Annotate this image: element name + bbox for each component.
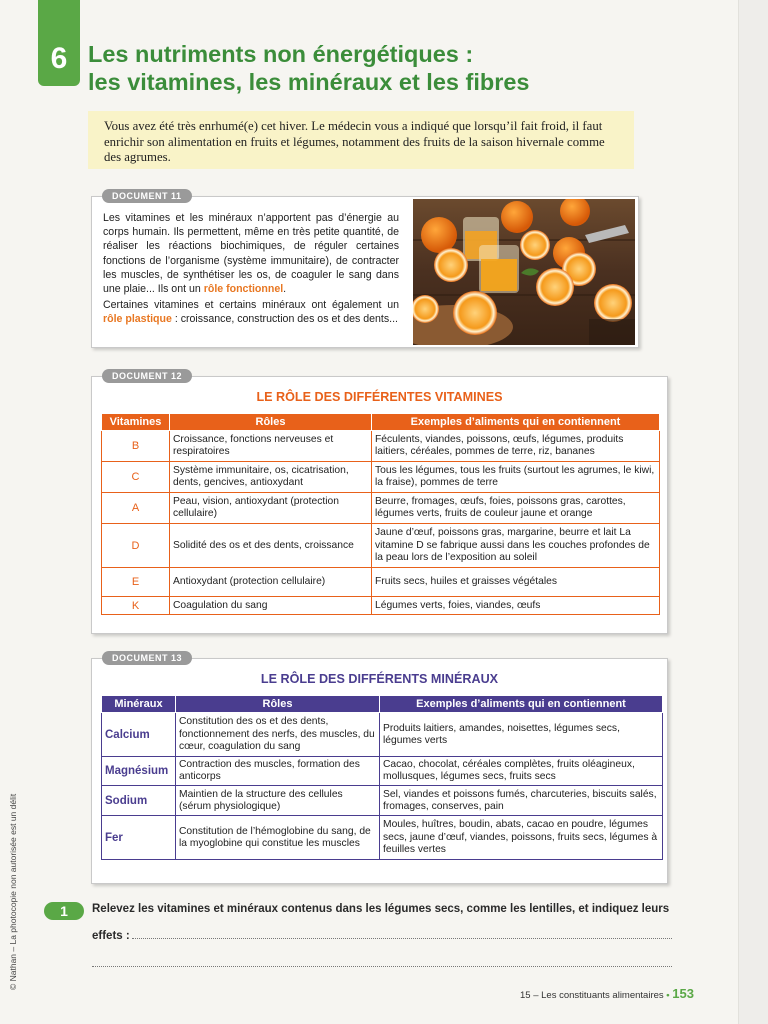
intro-box: Vous avez été très enrhumé(e) cet hiver. Le médecin vous a indiqué que lorsqu’il fait froid, il faut enrichir son alimentation en fruits et légumes, notamment des fruits de la saison hivernale comme des agrumes. (88, 111, 634, 169)
vitamin-foods: Tous les légumes, tous les fruits (surtout les agrumes, le kiwi, la fraise), pommes de terre (372, 462, 660, 493)
vitamin-name: A (102, 493, 170, 524)
p2-start: Certaines vitamines et certains minéraux ont également un (103, 299, 399, 312)
document-13-tag: DOCUMENT 13 (102, 651, 192, 665)
copyright-note: © Nathan – La photocopie non autorisée est un délit (8, 793, 18, 990)
table-row (102, 568, 660, 597)
vitamin-name: B (102, 431, 170, 462)
mineral-role: Constitution de l’hémoglobine du sang, de la myoglobine qui constitue les muscles (176, 816, 380, 860)
document-11-paragraph-1 (103, 211, 399, 296)
highlight-role-fonctionnel: rôle fonctionnel (203, 283, 284, 296)
p1-start: Les vitamines et les minéraux n’apportent pas d’énergie au corps humain. Ils permettent, même en très petite quantité, de réaliser les réactions biochimiques, de réguler certaines fonctions de l’organisme (système immunitaire), de contracter les muscles, de synthétiser les os, de coaguler le sang dans une plaie... Ils ont un (103, 212, 399, 296)
mineral-foods: Cacao, chocolat, céréales complètes, fruits oléagineux, mollusques, légumes secs, fruits secs (380, 757, 663, 786)
vitamin-role: Antioxydant (protection cellulaire) (170, 568, 372, 597)
table-row (102, 524, 660, 568)
minerals-table-title: LE RÔLE DES DIFFÉRENTS MINÉRAUX (260, 672, 499, 686)
document-11-text (103, 211, 399, 329)
chapter-number: 6 (50, 42, 68, 75)
table-row (102, 493, 660, 524)
exercise-prompt: Relevez les vitamines et minéraux contenus dans les légumes secs, comme les lentilles, et indiquez leurs (92, 903, 670, 915)
vitamin-name: K (102, 597, 170, 615)
answer-line-1[interactable] (132, 938, 672, 939)
mineral-name: Sodium (102, 786, 176, 816)
page-title (88, 40, 708, 96)
minerals-table (101, 695, 663, 860)
page-footer (520, 986, 694, 1001)
header-exemples: Exemples d’aliments qui en contiennent (372, 414, 660, 431)
table-row (102, 597, 660, 615)
table-row (102, 786, 663, 816)
title-line-2: les vitamines, les minéraux et les fibres (88, 69, 530, 95)
header-exemples: Exemples d’aliments qui en contiennent (380, 696, 663, 713)
document-13 (91, 653, 668, 884)
vitamins-table (101, 413, 660, 615)
vitamin-name: D (102, 524, 170, 568)
vitamin-role: Peau, vision, antioxydant (protection cellulaire) (170, 493, 372, 524)
header-mineraux: Minéraux (102, 696, 176, 713)
header-vitamines: Vitamines (102, 414, 170, 431)
vitamins-table-title: LE RÔLE DES DIFFÉRENTES VITAMINES (256, 390, 503, 404)
mineral-name: Magnésium (102, 757, 176, 786)
mineral-foods: Sel, viandes et poissons fumés, charcuteries, biscuits salés, fromages, conserves, pain (380, 786, 663, 816)
p2-end: : croissance, construction des os et des dents... (171, 313, 398, 326)
footer-bullet: • (666, 990, 670, 1001)
vitamin-name: C (102, 462, 170, 493)
minerals-table-header (102, 696, 663, 713)
document-11 (91, 191, 639, 348)
document-12-tag: DOCUMENT 12 (102, 369, 192, 383)
vitamin-foods: Fruits secs, huiles et graisses végétales (372, 568, 660, 597)
vitamin-foods: Jaune d’œuf, poissons gras, margarine, beurre et lait La vitamine D se fabrique aussi dans les couches profondes de la peau lors de l’exposition au soleil (372, 524, 660, 568)
header-roles: Rôles (170, 414, 372, 431)
document-11-tag: DOCUMENT 11 (102, 189, 192, 203)
chapter-number-tab (38, 0, 80, 86)
exercise-effets-label: effets : (92, 930, 130, 942)
page-number: 153 (672, 986, 694, 1001)
mineral-foods: Moules, huîtres, boudin, abats, cacao en poudre, légumes secs, jaune d’œuf, viandes, poissons, fruits secs, légumes à feuilles vertes (380, 816, 663, 860)
mineral-foods: Produits laitiers, amandes, noisettes, légumes secs, légumes verts (380, 713, 663, 757)
title-line-1: Les nutriments non énergétiques : (88, 41, 474, 67)
answer-line-2[interactable] (92, 966, 672, 967)
exercise-number-badge: 1 (44, 902, 84, 920)
mineral-role: Maintien de la structure des cellules (sérum physiologique) (176, 786, 380, 816)
p1-end: . (283, 283, 287, 296)
document-11-paragraph-2 (103, 298, 399, 326)
page-edge (738, 0, 768, 1024)
vitamin-role: Système immunitaire, os, cicatrisation, dents, gencives, antioxydant (170, 462, 372, 493)
vitamin-foods: Beurre, fromages, œufs, foies, poissons gras, carottes, légumes verts, fruits de couleur jaune et orange (372, 493, 660, 524)
vitamin-role: Coagulation du sang (170, 597, 372, 615)
table-row (102, 462, 660, 493)
oranges-photo (413, 199, 635, 345)
table-row (102, 816, 663, 860)
mineral-role: Constitution des os et des dents, fonctionnement des nerfs, des muscles, du cœur, coagulation du sang (176, 713, 380, 757)
mineral-role: Contraction des muscles, formation des anticorps (176, 757, 380, 786)
vitamins-table-header (102, 414, 660, 431)
vitamin-foods: Féculents, viandes, poissons, œufs, légumes, produits laitiers, céréales, pommes de terre, riz, bananes (372, 431, 660, 462)
table-row (102, 713, 663, 757)
footer-chapter: 15 – Les constituants alimentaires (520, 990, 664, 1001)
mineral-name: Calcium (102, 713, 176, 757)
table-row (102, 757, 663, 786)
vitamin-foods: Légumes verts, foies, viandes, œufs (372, 597, 660, 615)
document-12 (91, 371, 668, 634)
header-roles: Rôles (176, 696, 380, 713)
table-row (102, 431, 660, 462)
vitamin-role: Croissance, fonctions nerveuses et respiratoires (170, 431, 372, 462)
highlight-role-plastique: rôle plastique (103, 313, 172, 326)
vitamin-role: Solidité des os et des dents, croissance (170, 524, 372, 568)
vitamin-name: E (102, 568, 170, 597)
mineral-name: Fer (102, 816, 176, 860)
